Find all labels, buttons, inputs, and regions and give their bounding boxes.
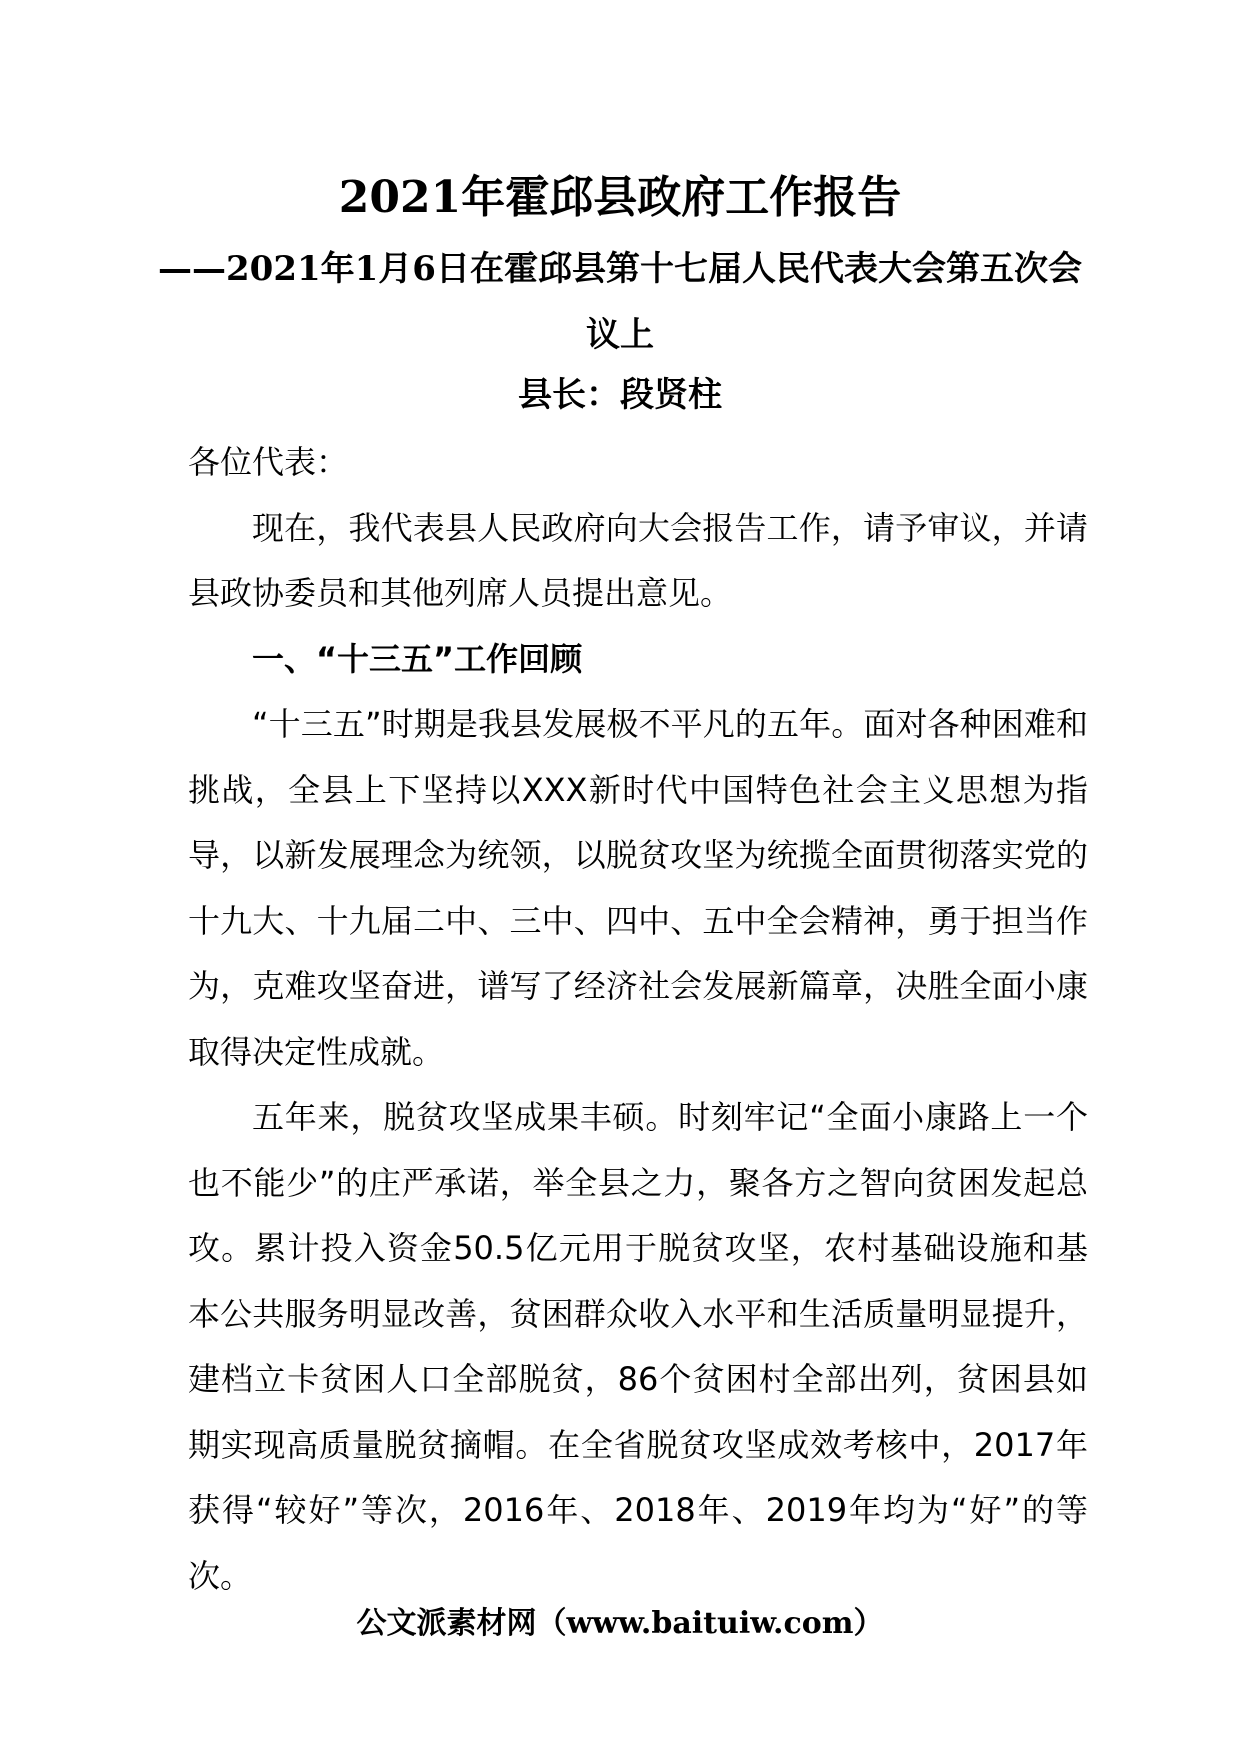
body-paragraph: 五年来，脱贫攻坚成果丰硕。时刻牢记“全面小康路上一个也不能少”的庄严承诺，举全县之力，聚各方之智向贫困发起总攻。累计投入资金50.5亿元用于脱贫攻坚，农村基础设施和基本公共服务明显改善，贫困群众收入水平和生活质量明显提升，建档立卡贫困人口全部脱贫，86个贫困村全部出列，贫困县如期实现高质量脱贫摘帽。在全省脱贫攻坚成效考核中，2017年获得“较好”等次，2016年、2018年、2019年均为“好”的等次。 xyxy=(188,1098,1088,1595)
document-body xyxy=(188,430,1088,1609)
salutation: 各位代表： xyxy=(188,443,349,481)
body-paragraph: 现在，我代表县人民政府向大会报告工作，请予审议，并请县政协委员和其他列席人员提出意见。 xyxy=(188,508,1088,612)
section-heading: 一、“十三五”工作回顾 xyxy=(252,639,583,678)
footer-watermark: 公文派素材网（www.baituiw.com） xyxy=(356,1606,884,1641)
document-title: 2021年霍邱县政府工作报告 xyxy=(338,172,902,223)
document-subtitle: ——2021年1月6日在霍邱县第十七届人民代表大会第五次会议上 xyxy=(158,249,1082,355)
body-paragraph: “十三五”时期是我县发展极不平凡的五年。面对各种困难和挑战，全县上下坚持以XXX新时代中国特色社会主义思想为指导，以新发展理念为统领，以脱贫攻坚为统揽全面贯彻落实党的十九大、十九届二中、三中、四中、五中全会精神，勇于担当作为，克难攻坚奋进，谱写了经济社会发展新篇章，决胜全面小康取得决定性成就。 xyxy=(188,705,1088,1071)
document-author: 县长：段贤柱 xyxy=(518,375,722,415)
